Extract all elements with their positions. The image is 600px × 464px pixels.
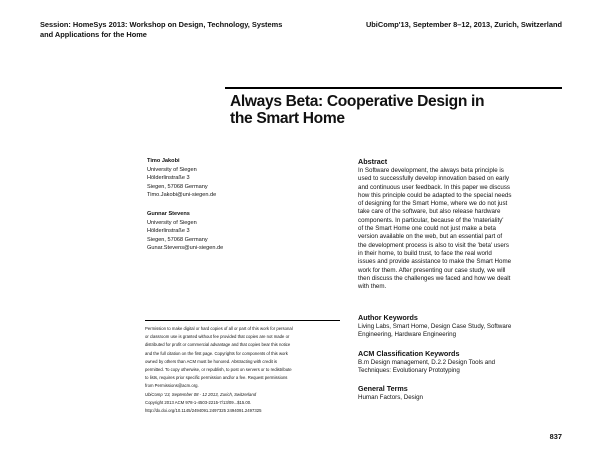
section-heading: General Terms [358, 384, 408, 393]
copyright-line: and the full citation on the first page. Copyrights for components of this work [145, 350, 288, 356]
author-email: Gunar.Stevens@uni-siegen.de [147, 245, 224, 252]
keywords-line: Living Labs, Smart Home, Design Case Study, Software [358, 323, 512, 330]
author-name: Gunnar Stevens [147, 211, 190, 217]
session-line: Session: HomeSys 2013: Workshop on Design, Technology, Systems [40, 20, 283, 29]
section-heading: Abstract [358, 157, 388, 166]
section-heading: ACM Classification Keywords [358, 349, 460, 358]
acm-classification-section [358, 349, 562, 376]
acm-line: B.m Design management, D.2.2 Design Tools and [358, 359, 496, 366]
abstract-line: then discuss the challenges we faced and how we dealt [358, 274, 511, 282]
keywords-body [358, 323, 562, 340]
author-city: Siegen, 57068 Germany [147, 236, 208, 243]
title-line: Always Beta: Cooperative Design in [230, 93, 485, 110]
abstract-line: of designing for the Smart Home, where we do not just [358, 200, 508, 208]
general-terms-body [358, 394, 562, 402]
abstract-line: of the Smart Home one could not just make a beta [358, 225, 496, 233]
copyright-doi: http://dx.doi.org/10.1145/2494091.2497325 2494091.2497325 [145, 408, 262, 414]
abstract-line: work for them. After presenting our case study, we will [358, 266, 506, 274]
conference-header: UbiComp'13, September 8–12, 2013, Zurich, Switzerland [365, 20, 562, 29]
author-affiliation: University of Siegen [147, 219, 197, 226]
abstract-line: components. In particular, because of the 'materiality' [358, 216, 504, 224]
abstract-line: with them. [358, 283, 387, 291]
author-affiliation: University of Siegen [147, 166, 197, 173]
abstract-line: and continuous user feedback. In this paper we discuss [358, 183, 511, 191]
abstract-line: take care of the software, but also release hardware [358, 208, 501, 216]
copyright-rule [145, 320, 340, 321]
copyright-line: from Permissions@acm.org. [145, 383, 199, 389]
section-heading: Author Keywords [358, 313, 418, 322]
paper-title [230, 93, 560, 128]
acm-line: Techniques: Evolutionary Prototyping [358, 367, 460, 375]
copyright-venue: UbiComp '13, September 08 - 12 2013, Zurich, Switzerland [145, 391, 257, 397]
author-block [147, 157, 327, 200]
copyright-line: owned by others than ACM must be honored. Abstracting with credit is [145, 358, 278, 364]
abstract-line: version available on the web, but an essential part of [358, 233, 503, 241]
acm-body [358, 359, 562, 376]
session-header [40, 20, 330, 39]
page-number: 837 [549, 432, 562, 441]
author-city: Siegen, 57068 Germany [147, 183, 208, 190]
author-name: Timo Jakobi [147, 158, 180, 164]
abstract-line: issues and provide assistance to make the Smart Home [358, 258, 512, 266]
general-terms-section [358, 384, 562, 402]
abstract-line: used to successfully develop innovation based on early [358, 175, 510, 183]
copyright-isbn: Copyright 2013 ACM 978-1-4503-2215-7/13/09...$15.00. [145, 399, 252, 405]
copyright-line: or classroom use is granted without fee provided that copies are not made or [145, 334, 290, 340]
author-block [147, 210, 327, 253]
author-street: Hölderlinstraße 3 [147, 175, 190, 182]
copyright-notice [145, 325, 345, 415]
abstract-line: in their home, to build trust, to face the real world [358, 249, 492, 257]
abstract-body [358, 167, 562, 291]
abstract-line: In Software development, the always beta principle is [358, 167, 504, 174]
copyright-line: to lists, requires prior specific permission and/or a fee. Request permissions [145, 375, 288, 381]
author-keywords-section [358, 313, 562, 340]
title-line: the Smart Home [230, 110, 345, 128]
copyright-line: Permission to make digital or hard copies of all or part of this work for personal [145, 326, 293, 331]
copyright-line: permitted. To copy otherwise, or republish, to post on servers or to redistribute [145, 367, 292, 373]
author-email: Timo.Jakobi@uni-siegen.de [147, 192, 217, 199]
abstract-section [358, 157, 562, 291]
author-street: Hölderlinstraße 3 [147, 228, 190, 235]
abstract-line: the development process is also to visit the 'beta' users [358, 241, 509, 249]
general-terms-line: Human Factors, Design [358, 394, 423, 401]
title-rule [225, 87, 562, 89]
abstract-line: how this principle could be adapted to the special needs [358, 191, 512, 199]
keywords-line: Engineering, Hardware Engineering [358, 331, 457, 339]
copyright-line: distributed for profit or commercial advantage and that copies bear this notice [145, 342, 291, 348]
session-line: and Applications for the Home [40, 29, 147, 39]
